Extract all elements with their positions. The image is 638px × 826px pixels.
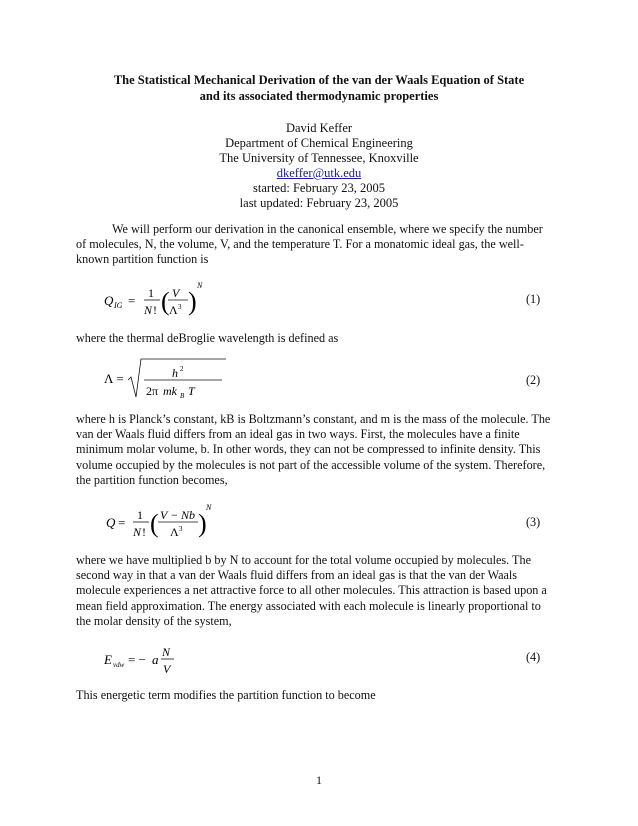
svg-text:3: 3 (178, 303, 182, 311)
paragraph-4-line: mean field approximation. The energy associated with each molecule is linearly proportional to (76, 598, 541, 613)
paragraph-4-line: the molar density of the system, (76, 613, 232, 628)
date-started: started: February 23, 2005 (253, 181, 385, 195)
author-department: Department of Chemical Engineering (225, 136, 413, 150)
svg-text:a: a (152, 652, 159, 667)
author-name: David Keffer (285, 121, 353, 135)
svg-text:mk: mk (163, 384, 177, 398)
paragraph-4-line: molecule experiences a net attractive force to all other molecules. This attraction is based upon a (76, 583, 547, 598)
svg-text:= −: = − (128, 652, 146, 667)
paragraph-4-line: where we have multiplied b by N to account for the total volume occupied by molecules. The (76, 553, 531, 567)
svg-text:Λ: Λ (170, 525, 179, 539)
svg-text:E: E (104, 652, 112, 667)
email-link[interactable]: dkeffer@utk.edu (276, 166, 362, 180)
equation-3 (100, 500, 230, 544)
equation-1-number: (1) (526, 292, 541, 306)
paragraph-1-line: of molecules, N, the volume, V, and the temperature T. For a monatomic ideal gas, the well- (76, 237, 524, 252)
title-line-2: and its associated thermodynamic properties (199, 89, 439, 103)
svg-text:(: ( (150, 509, 159, 538)
svg-text:2π: 2π (146, 384, 159, 398)
equation-3-number: (3) (526, 515, 541, 529)
svg-text:T: T (188, 384, 195, 398)
svg-text:(: ( (161, 287, 170, 316)
equation-4-number: (4) (526, 650, 541, 664)
svg-text:): ) (188, 287, 197, 316)
svg-text:V: V (172, 286, 180, 300)
paragraph-4 (76, 553, 564, 629)
author-email[interactable] (0, 166, 638, 181)
svg-text:−: − (171, 508, 178, 522)
svg-text:Q: Q (106, 515, 116, 530)
paragraph-1-line: known partition function is (76, 252, 209, 267)
paragraph-1-line: We will perform our derivation in the canonical ensemble, where we specify the number (112, 222, 543, 236)
author-university: The University of Tennessee, Knoxville (219, 151, 419, 165)
paragraph-3-line: van der Waals fluid differs from an ideal gas in two ways. First, the molecules have a finite (76, 427, 520, 442)
svg-text:h: h (172, 366, 178, 380)
svg-text:3: 3 (179, 525, 183, 533)
svg-text:Λ: Λ (169, 303, 178, 317)
svg-text:2: 2 (180, 365, 184, 373)
svg-text:!: ! (142, 525, 146, 539)
svg-text:Q: Q (104, 293, 114, 308)
svg-text:N: N (206, 503, 212, 512)
paragraph-3-line: the partition function becomes, (76, 472, 228, 487)
paragraph-3 (76, 412, 564, 488)
svg-text:V: V (160, 508, 168, 522)
equation-2 (100, 355, 230, 403)
svg-text:=: = (118, 515, 126, 530)
svg-text:B: B (180, 392, 185, 400)
svg-text:=: = (128, 293, 136, 308)
svg-text:1: 1 (148, 286, 154, 300)
paragraph-1 (76, 222, 564, 268)
date-updated: last updated: February 23, 2005 (239, 196, 399, 210)
equation-2-number: (2) (526, 373, 541, 387)
svg-text:N: N (133, 525, 142, 539)
svg-text:N: N (162, 645, 171, 659)
svg-text:vdw: vdw (113, 661, 125, 669)
svg-text:Nb: Nb (181, 508, 196, 522)
paragraph-3-line: minimum molar volume, b. In other words, they can not be compressed to infinite density. This (76, 442, 541, 457)
svg-text:Λ =: Λ = (104, 371, 124, 386)
svg-text:!: ! (153, 303, 157, 317)
svg-text:): ) (198, 509, 207, 538)
equation-4 (100, 640, 200, 680)
svg-text:1: 1 (137, 508, 143, 522)
svg-text:IG: IG (114, 301, 123, 310)
title-line-1: The Statistical Mechanical Derivation of the van der Waals Equation of State (113, 73, 525, 87)
svg-text:N: N (197, 281, 203, 290)
paragraph-5: This energetic term modifies the partition function to become (76, 688, 376, 702)
paragraph-4-line: second way in that a van der Waals fluid differs from an ideal gas is that the van der Waals (76, 568, 518, 583)
equation-1 (100, 278, 220, 322)
paragraph-2: where the thermal deBroglie wavelength is defined as (76, 331, 339, 345)
paragraph-3-line: volume occupied by the molecules is not part of the accessible volume of the system. Therefore, (76, 457, 546, 472)
paragraph-3-line: where h is Planck’s constant, kB is Boltzmann’s constant, and m is the mass of the molecule. The (76, 412, 551, 426)
page-number: 1 (316, 773, 322, 787)
svg-text:N: N (144, 303, 153, 317)
svg-text:V: V (163, 662, 171, 676)
